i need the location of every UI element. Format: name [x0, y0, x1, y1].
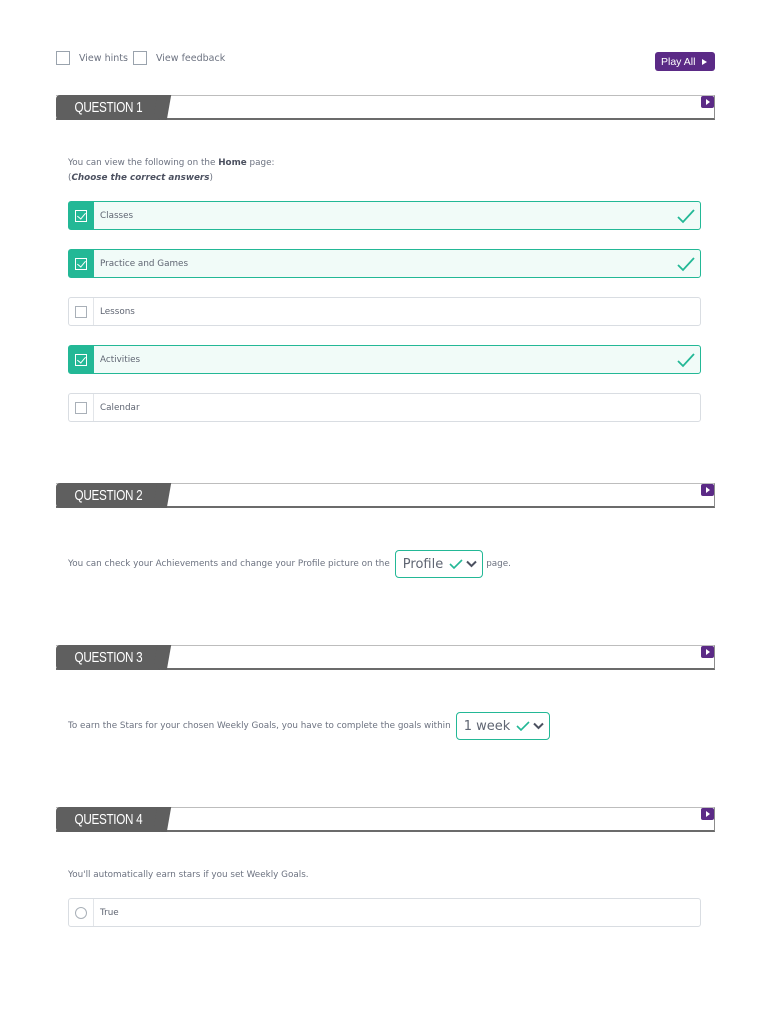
- checkbox-checked-icon[interactable]: [75, 258, 87, 270]
- checkbox-unchecked-icon[interactable]: [75, 306, 87, 318]
- dropdown-value: 1 week: [463, 718, 511, 734]
- option-label: Calendar: [100, 402, 140, 413]
- question-2-heading: QUESTION 2: [74, 487, 142, 504]
- instruction-close-paren: ): [209, 173, 213, 183]
- option-practice-and-games[interactable]: [68, 249, 701, 278]
- option-label: True: [100, 907, 119, 918]
- option-true[interactable]: [68, 898, 701, 927]
- option-label: Practice and Games: [100, 258, 189, 269]
- profile-dropdown[interactable]: [395, 550, 483, 578]
- question-3-header: [56, 645, 715, 670]
- question-1-prompt: [68, 156, 274, 186]
- toolbar: [56, 51, 715, 71]
- question-2-play-icon[interactable]: [701, 484, 714, 496]
- view-hints-label: View hints: [79, 52, 128, 64]
- chevron-down-icon: [533, 722, 544, 730]
- correct-check-icon: [516, 721, 530, 731]
- question-3-tab: [56, 645, 160, 670]
- checkbox-checked-icon[interactable]: [75, 210, 87, 222]
- view-hints-toggle[interactable]: [56, 51, 128, 65]
- view-hints-checkbox[interactable]: [56, 51, 70, 65]
- correct-check-icon: [676, 256, 696, 272]
- option-lessons[interactable]: [68, 297, 701, 326]
- question-3-sentence: [68, 711, 550, 741]
- view-feedback-checkbox[interactable]: [133, 51, 147, 65]
- dropdown-value: Profile: [402, 556, 444, 572]
- radio-unselected-icon[interactable]: [75, 907, 87, 919]
- question-1-play-icon[interactable]: [701, 96, 714, 108]
- sentence-text-before: You can check your Achievements and change your Profile picture on the: [68, 559, 390, 569]
- duration-dropdown[interactable]: [456, 712, 551, 740]
- question-4-prompt: You'll automatically earn stars if you set Weekly Goals.: [68, 870, 309, 880]
- question-4-heading: QUESTION 4: [74, 811, 142, 828]
- sentence-text-before: To earn the Stars for your chosen Weekly Goals, you have to complete the goals within: [68, 721, 451, 731]
- question-2-tab: [56, 483, 160, 508]
- question-4-header: [56, 807, 715, 832]
- question-1-heading: QUESTION 1: [74, 99, 142, 116]
- option-label: Lessons: [100, 306, 135, 317]
- option-classes[interactable]: [68, 201, 701, 230]
- question-4-play-icon[interactable]: [701, 808, 714, 820]
- view-feedback-label: View feedback: [156, 52, 226, 64]
- question-3-play-icon[interactable]: [701, 646, 714, 658]
- view-feedback-toggle[interactable]: [133, 51, 225, 65]
- question-4-tab: [56, 807, 160, 832]
- instruction-text: Choose the correct answers: [71, 173, 210, 183]
- checkbox-checked-icon[interactable]: [75, 354, 87, 366]
- play-icon: [702, 59, 707, 65]
- option-label: Classes: [100, 210, 134, 221]
- option-label: Activities: [100, 354, 141, 365]
- correct-check-icon: [676, 352, 696, 368]
- question-3-heading: QUESTION 3: [74, 649, 142, 666]
- option-activities[interactable]: [68, 345, 701, 374]
- sentence-text-after: page.: [486, 559, 511, 569]
- prompt-text: You can view the following on the: [68, 158, 219, 168]
- correct-check-icon: [676, 208, 696, 224]
- checkbox-unchecked-icon[interactable]: [75, 402, 87, 414]
- option-calendar[interactable]: [68, 393, 701, 422]
- play-all-button[interactable]: [655, 52, 715, 71]
- prompt-text-end: page:: [246, 158, 275, 168]
- correct-check-icon: [449, 559, 463, 569]
- question-1-tab: [56, 95, 160, 120]
- question-1-header: [56, 95, 715, 120]
- play-all-label: Play All: [661, 55, 696, 68]
- instruction-open-paren: (: [68, 173, 72, 183]
- question-2-header: [56, 483, 715, 508]
- chevron-down-icon: [466, 560, 477, 568]
- prompt-bold: Home: [218, 158, 247, 168]
- question-2-sentence: [68, 549, 511, 579]
